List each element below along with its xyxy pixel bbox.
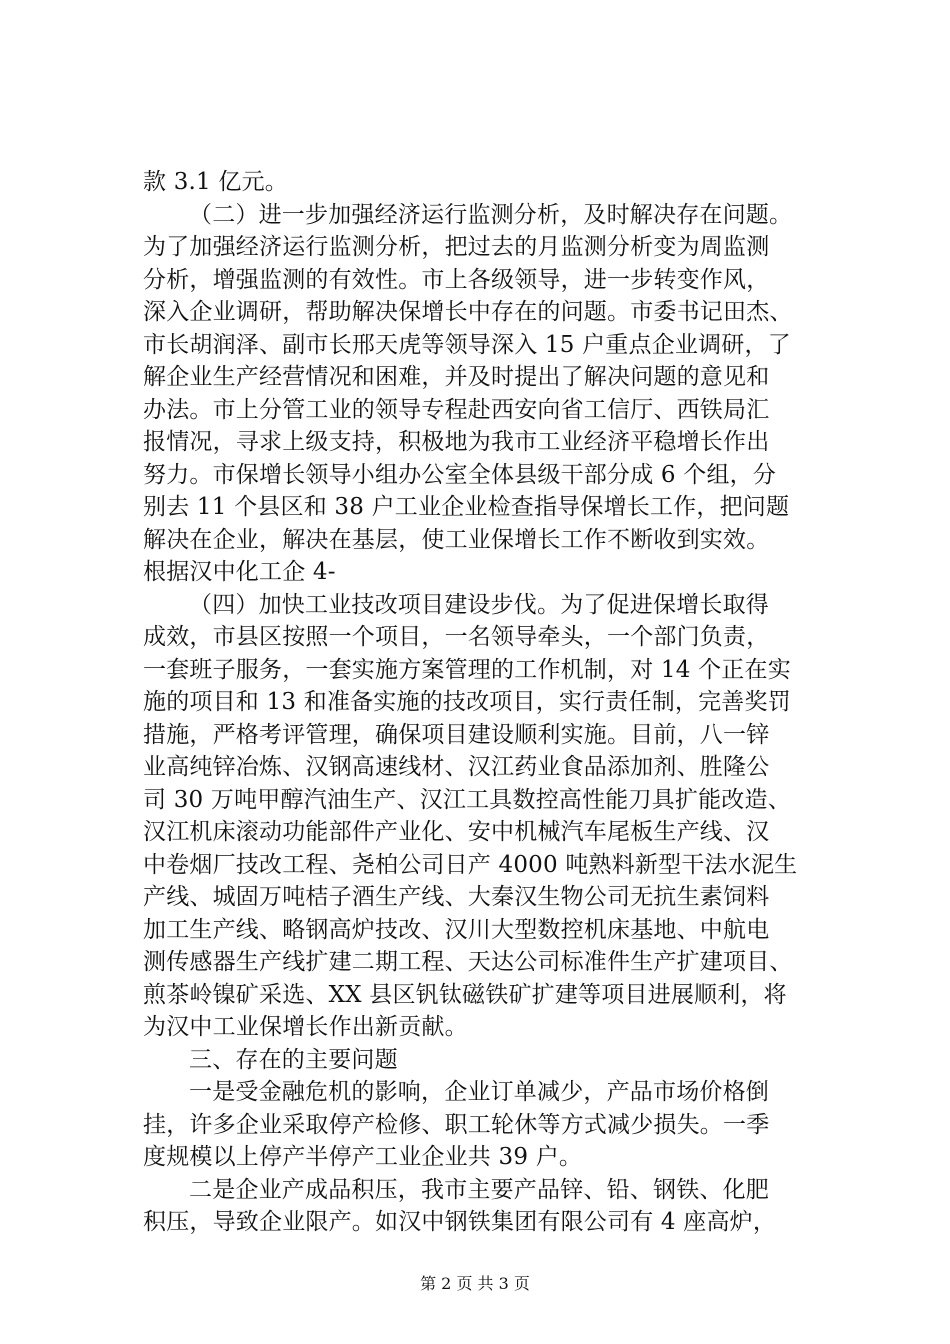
text-line-9: 报情况，寻求上级支持，积极地为我市工业经济平稳增长作出: [143, 429, 770, 455]
text-line-27: 为汉中工业保增长作出新贡献。: [143, 1014, 468, 1040]
page-number-footer: 第 2 页 共 3 页: [420, 1274, 530, 1293]
text-line-11: 别去 11 个县区和 38 户工业企业检查指导保增长工作，把问题: [143, 494, 790, 520]
text-line-22: 中卷烟厂技改工程、尧柏公司日产 4000 吨熟料新型干法水泥生: [143, 851, 798, 878]
text-line-17: 施的项目和 13 和准备实施的技改项目，实行责任制，完善奖罚: [143, 689, 791, 715]
text-line-8: 办法。市上分管工业的领导专程赴西安向省工信厅、西铁局汇: [143, 396, 770, 423]
text-line-31: 度规模以上停产半停产工业企业共 39 户。: [143, 1144, 583, 1170]
text-line-4: 分析，增强监测的有效性。市上各级领导，进一步转变作风，: [143, 266, 770, 293]
text-line-6: 市长胡润泽、副市长邢天虎等领导深入 15 户重点企业调研，了: [143, 331, 791, 358]
text-line-13: 根据汉中化工企 4-: [143, 559, 336, 585]
text-line-30: 挂，许多企业采取停产检修、职工轮休等方式减少损失。一季: [143, 1111, 770, 1138]
text-line-7: 解企业生产经营情况和困难，并及时提出了解决问题的意见和: [143, 364, 770, 390]
text-line-20: 司 30 万吨甲醇汽油生产、汉江工具数控高性能刀具扩能改造、: [143, 786, 791, 813]
text-line-5: 深入企业调研，帮助解决保增长中存在的问题。市委书记田杰、: [143, 299, 793, 325]
text-line-33: 积压，导致企业限产。如汉中钢铁集团有限公司有 4 座高炉，: [143, 1209, 777, 1235]
section-heading: 三、存在的主要问题: [189, 1046, 398, 1073]
text-line-29: 一是受金融危机的影响，企业订单减少，产品市场价格倒: [189, 1079, 769, 1105]
text-line-21: 汉江机床滚动功能部件产业化、安中机械汽车尾板生产线、汉: [143, 819, 770, 845]
text-line-18: 措施，严格考评管理，确保项目建设顺利实施。目前，八一锌: [143, 721, 770, 748]
text-line-15: 成效，市县区按照一个项目，一名领导牵头，一个部门负责，: [143, 624, 770, 650]
text-line-10: 努力。市保增长领导小组办公室全体县级干部分成 6 个组，分: [143, 461, 777, 488]
text-line-24: 加工生产线、略钢高炉技改、汉川大型数控机床基地、中航电: [143, 916, 770, 943]
text-line-1: 款 3.1 亿元。: [143, 169, 288, 195]
text-line-2: （二）进一步加强经济运行监测分析，及时解决存在问题。: [189, 201, 793, 228]
text-line-12: 解决在企业，解决在基层，使工业保增长工作不断收到实效。: [143, 526, 770, 553]
document-body: [143, 166, 843, 1239]
text-line-14: （四）加快工业技改项目建设步伐。为了促进保增长取得: [189, 591, 769, 618]
text-line-19: 业高纯锌冶炼、汉钢高速线材、汉江药业食品添加剂、胜隆公: [143, 754, 770, 780]
text-line-23: 产线、城固万吨桔子酒生产线、大秦汉生物公司无抗生素饲料: [143, 884, 770, 910]
text-line-3: 为了加强经济运行监测分析，把过去的月监测分析变为周监测: [143, 234, 770, 260]
text-line-25: 测传感器生产线扩建二期工程、天达公司标准件生产扩建项目、: [143, 949, 793, 975]
text-line-16: 一套班子服务，一套实施方案管理的工作机制，对 14 个正在实: [143, 656, 791, 683]
text-line-32: 二是企业产成品积压，我市主要产品锌、铅、钢铁、化肥: [189, 1176, 769, 1203]
text-line-26: 煎茶岭镍矿采选、XX 县区钒钛磁铁矿扩建等项目进展顺利，将: [143, 981, 787, 1008]
